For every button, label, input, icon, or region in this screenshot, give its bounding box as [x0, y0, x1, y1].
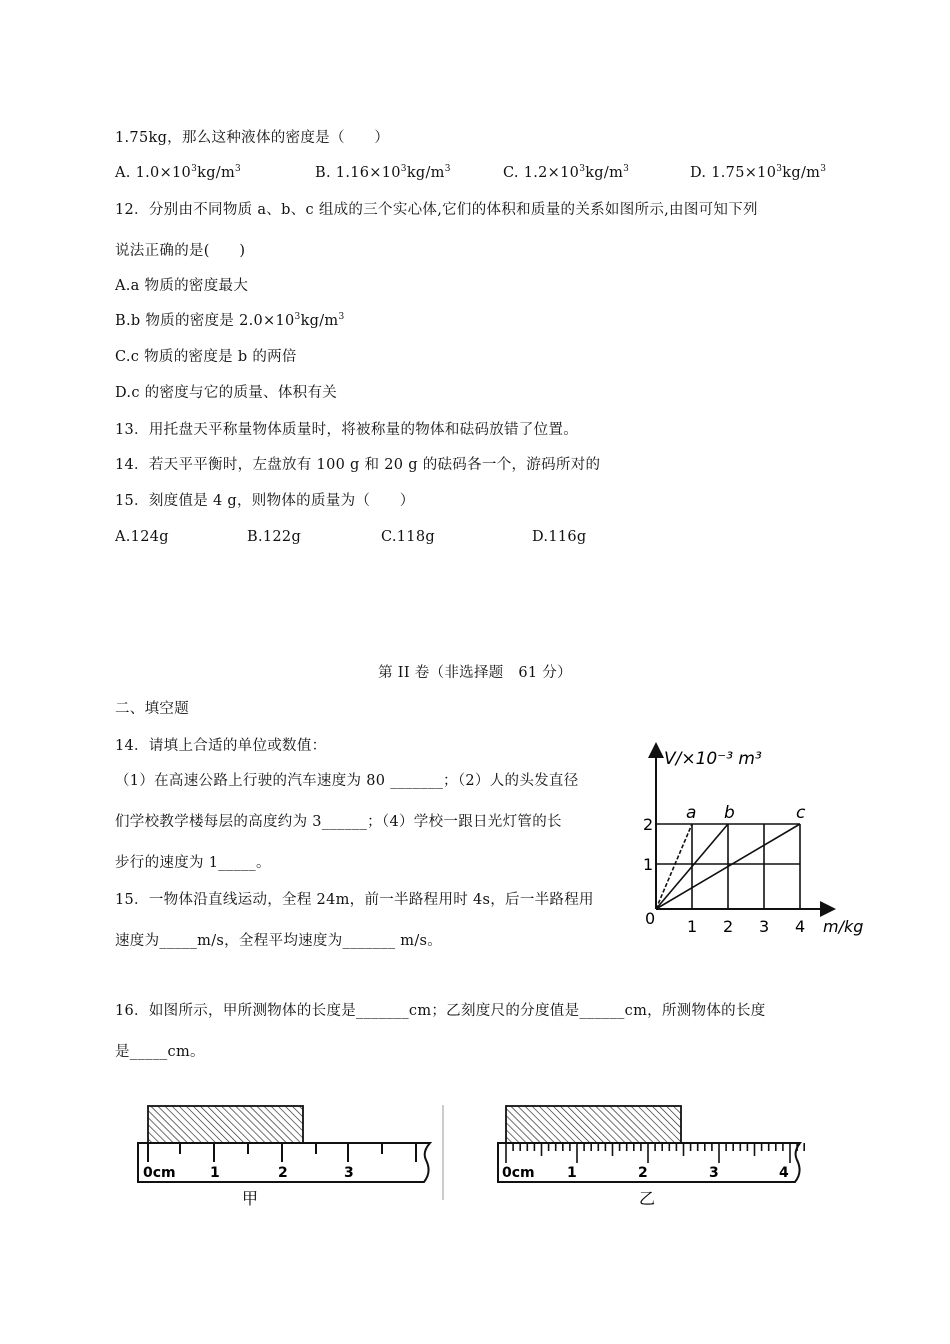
graph-label-c: c [796, 803, 806, 823]
ruler-jia-label-2: 2 [278, 1165, 288, 1181]
q11-option-c[interactable]: C. $1.2\times 10^3kg/m^3$ [503, 164, 630, 181]
graph-xtick-4: 4 [795, 917, 806, 936]
ruler-yi-label-4: 4 [779, 1165, 789, 1181]
q15a-option-c[interactable]: C.118g [381, 529, 435, 545]
q14b-line1: （1）在高速公路上行驶的汽车速度为 80 _______；（2）人的头发直径 [115, 773, 579, 789]
q11-options [115, 163, 855, 183]
ruler-yi-caption: 乙 [639, 1189, 656, 1208]
ruler-jia-label-3: 3 [344, 1165, 354, 1181]
q15a-options [115, 527, 615, 547]
graph-xtick-2: 2 [723, 917, 734, 936]
q15b-line1: 15．一物体沿直线运动，全程 24m，前一半路程用时 4s，后一半路程用 [115, 892, 594, 908]
q12-option-c[interactable]: C.c 物质的密度是 b 的两倍 [115, 349, 297, 365]
graph-label-a: a [686, 803, 697, 823]
q14a-stem: 14．若天平平衡时，左盘放有 100 g 和 20 g 的砝码各一个，游码所对的 [115, 457, 601, 473]
ruler-jia [130, 1100, 450, 1210]
q15a-option-b[interactable]: B.122g [247, 529, 302, 545]
ruler-yi-label-0: 0cm [502, 1165, 535, 1181]
q11-option-d[interactable]: D. $1.75\times 10^3kg/m^3$ [690, 164, 827, 181]
q15b-line2: 速度为_____m/s，全程平均速度为_______ m/s。 [115, 933, 443, 949]
graph-xtick-3: 3 [759, 917, 770, 936]
q15a-option-d[interactable]: D.116g [532, 529, 587, 545]
graph-x-label: m/kg [823, 917, 864, 936]
graph-y-label: V/×10⁻³ m³ [664, 749, 762, 769]
ruler-yi-label-2: 2 [638, 1165, 648, 1181]
ruler-yi [490, 1100, 820, 1210]
q16-line1: 16．如图所示，甲所测物体的长度是_______cm；乙刻度尺的分度值是______cm，所测物体的长度 [115, 1003, 766, 1019]
q11-stem: 1.75kg，那么这种液体的密度是（ ） [115, 130, 390, 146]
q14b-stem: 14．请填上合适的单位或数值： [115, 738, 327, 754]
graph-line-a [656, 824, 692, 909]
ruler-jia-label-1: 1 [210, 1165, 220, 1181]
graph-xtick-1: 1 [687, 917, 698, 936]
ruler-jia-object [148, 1106, 303, 1143]
q11-option-b[interactable]: B. $1.16\times 10^3kg/m^3$ [315, 164, 451, 181]
ruler-yi-object [506, 1106, 681, 1143]
q12-option-a[interactable]: A.a 物质的密度最大 [115, 278, 249, 294]
ruler-jia-caption: 甲 [242, 1189, 259, 1208]
graph-ytick-1: 1 [643, 855, 654, 874]
graph-ytick-2: 2 [643, 815, 654, 834]
q12-stem-line2: 说法正确的是( ) [115, 243, 246, 259]
q16-line2: 是_____cm。 [115, 1044, 205, 1060]
graph-label-b: b [724, 803, 735, 823]
q15a-option-a[interactable]: A.124g [115, 529, 169, 545]
q12-option-b[interactable]: B.b 物质的密度是 $2.0\times 10^3kg/m^3$ [115, 312, 345, 329]
q13-stem: 13．用托盘天平称量物体质量时，将被称量的物体和砝码放错了位置。 [115, 422, 579, 438]
q14b-line3: 步行的速度为 1_____。 [115, 855, 271, 871]
ruler-yi-label-1: 1 [567, 1165, 577, 1181]
graph-origin-label: 0 [645, 909, 656, 928]
volume-mass-graph [630, 742, 880, 947]
q14b-line2: 们学校教学楼每层的高度约为 3______；（4）学校一跟日光灯管的长 [115, 814, 562, 830]
q15a-stem: 15．刻度值是 4 g，则物体的质量为（ ） [115, 493, 415, 509]
q11-option-a[interactable]: A. $1.0\times 10^3kg/m^3$ [115, 164, 242, 181]
section-subtitle: 二、填空题 [115, 701, 189, 717]
ruler-jia-label-0: 0cm [143, 1165, 176, 1181]
q12-option-d[interactable]: D.c 的密度与它的质量、体积有关 [115, 385, 338, 401]
section-title: 第 II 卷（非选择题 61 分） [378, 665, 572, 681]
ruler-yi-label-3: 3 [709, 1165, 719, 1181]
q12-stem-line1: 12．分别由不同物质 a、b、c 组成的三个实心体,它们的体积和质量的关系如图所示,由图可知下列 [115, 202, 758, 218]
